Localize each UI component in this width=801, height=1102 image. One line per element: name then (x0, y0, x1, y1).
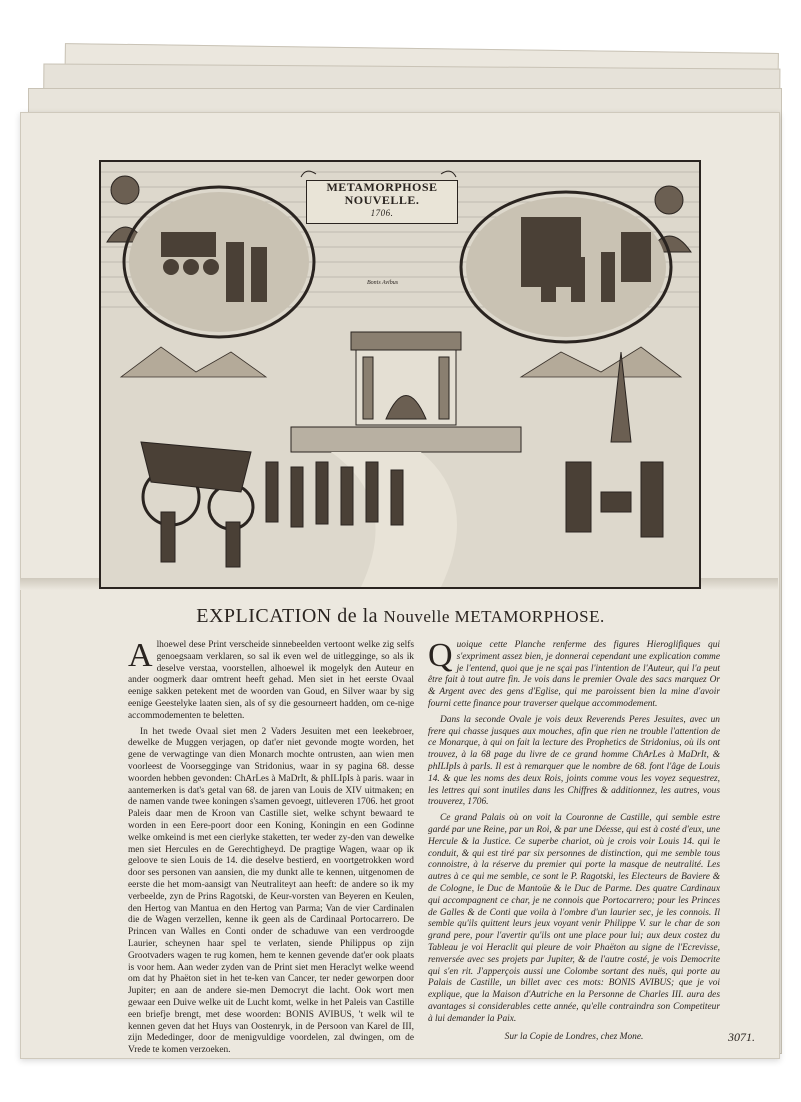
heading-part2: Nouvelle METAMORPHOSE. (383, 607, 605, 626)
text-paragraph (128, 637, 414, 723)
paragraph-text: lhoewel dese Print verscheide sinnebeelden vertoont welke zig selfs genoegsaam verklaren, so sal ik even wel de uitlegginge, so als ik deselve verstaa, voorstellen, alhoewel ik mogelyk den Auteur en ander oogmerk daar omtrent heeft gehad. Men siet in het eerste Ovaal eenige sakken petekent met de woorden van Goud, en Silver waar by sig eenige Geestelyke laaten sien, als of sy die gesourneert hadden, om ce-nige accommodementen te beletten. (128, 640, 414, 721)
text-paragraph: In het twede Ovaal siet men 2 Vaders Jesuiten met een leekebroer, dewelke de Muggen verjagen, op dat'er niet gevonde mogte worden, het gene de verwagtinge van dien Monarch mochte ontrusten, aan wien men voorleest de Voorsegginge van Stridonius, waar in sy pagina 68. desse woorden hebben gevonden: ChArLes à MaDrIt, & phILIpIs à paris. waar in aantemerken is dat's getal van 68. de jaren van Louis de XIV uitmaken; en de namen vande twee koningen s'samen gevoegt, uitleveren 1706. het groot Paleis daar men de Kroon van Castille siet, welke schynt bewaard te worden in een Eere-poort door een Koning, Koningin en een Godinne welke omkeind is met een cierlyke staketten, ter weder zy-den van dewelke men siet Hercules en de Gerechtigheyd. De pragtige Wagen, waar op ik geloove te sien Louis de 14. die deselve bestierd, en voortgetrokken word door ses personen van aansien, die my dunkt alle te kennen, uitgenomen de eerste die het mom-aansigt van Neutraliteyt aan heeft: de andere so ik my verbeelde, zyn de Prins Ragotski, de Keur-vorsten van Beyeren en Keulen, den Hertog van Mantua en den Hertog van Parma; Van de vier Cardinalen die de Wagen verzellen, kenne ik geen als de Cardinaal Portocarrero. De Princen van Walles en Conti onder de schaduwe van een verdroogde Laurier, scheynen haar spel te verlaten, siende Philippus op zijn Grootvaders wagen te rug komen, hem te kennen gevende dat'er ook plaats is voor hem. Aan weder zyden van de Print siet men Heraclyt welke weend om dat hy Phaëton siet in het te-ken van Cancer, ter neder geworpen door Jupiter; en aan de andere sie-men Democryt die lacht. Ook wort men gewaar een Duive welke uit de Lucht komt, welke in het Paleis van Castille een briefje brengt, met dese woorden: BONIS AVIBUS, 't welk wil te kennen geven dat het Huys van Oostenryk, in de Persoon van Karel de III, zijn Mededinger, door de menigvuldige voordelen, zal dwingen, om de Vrede te komen verzoeken. (128, 726, 414, 1056)
heading-part1: EXPLICATION de la (196, 605, 379, 627)
drop-cap: Q (428, 637, 453, 674)
dove-motto: Bonis Avibus (367, 280, 399, 286)
dutch-text-column (128, 637, 414, 1061)
page-heading (0, 605, 801, 628)
paragraph-text: uoique cette Planche renferme des figures Hieroglifiques qui s'expriment assez bien, je donnerai cependant une explication comme je l'entend, quoi que je ne sçai pas l'intention de l'Auteur, qui l'a peut être fait à tout autre fin. Je vois dans le premier Ovale des sacs marquez Or & Argent avec des gens d'Eglise, qui me paroissent bien la mine d'avoir fourni cette finance pour traverser quelque accommodement. (428, 640, 720, 709)
print-title-line2: NOUVELLE. (344, 193, 420, 207)
engraving-illustration (101, 162, 699, 587)
text-paragraph: Ce grand Palais où on voit la Couronne de Castille, qui semble estre gardé par une Reine, par un Roi, & par une Déesse, qui est à costé d'eux, une Hercule & la Justice. Ce superbe chariot, où je crois voir Louis 14. qui le conduit, & qui est tiré par six personnes de distinction, qui me semble tous connoistre, à la réserve du premier qui porte la masque de neutralité. Les autres à ce qui me semble, ce sont le P. Ragotski, les Electeurs de Baviere & de Cologne, le Duc de Mantoüe & le Duc de Parme. Des quatre Cardinaux qui accompagnent ce char, je ne connois que Portocarrero; pour les Princes de Galles & de Conti que voila à l'ombre d'un laurier sec, je les connois. Il semble qu'ils quittent leurs jeux voyant venir Philippe V. sur le char de son grand pere, pour l'avertir qu'ils ont une place pour lui; aux deux costez du Tableau je voi Heraclit qui pleure de voir Phaëton au signe de l'Ecrevisse, renversée avec ses projets par Jupiter, & de l'autre costé, je vois Democrite qui s'en rit. J'apperçois aussi une Colombe sortant des nuës, qui porte au Palais de Castille, un billet avec ces mots: BONIS AVIBUS; que je voi explique, que la Maison d'Autriche en la Personne de Charles III. aura des avantages si considerables cette année, qu'elle contraindra son Competiteur à lui demander la Paix. (428, 813, 720, 1024)
text-paragraph: Dans la seconde Ovale je vois deux Reverends Peres Jesuites, avec un frere qui chasse jusques aux mouches, afin que rien ne trouble l'attention de ce Monarque, à qui on fait la lecture des Prophetics de Stridonius, où ils ont trouvez, à la 68 page du livre de ce grand homme ChArLes à MaDrIt, & phILIpIs à parIs. Il est à remarquer que le nombre de 68. font l'âge de Louis 14. & que les noms des deux Rois, joints comme vous les voyez sequestrez, les lettres qui sont inutiles dans les Chiffres & additionnez, les autres, vous trouverez, 1706. (428, 714, 720, 808)
drop-cap: A (128, 637, 153, 674)
print-title-banner (306, 180, 458, 224)
folio-number: 3071. (728, 1030, 755, 1044)
imprint-line: Sur la Copie de Londres, chez Mone. (504, 1031, 644, 1042)
engraving-plate (99, 160, 701, 589)
text-paragraph (428, 637, 720, 711)
print-title-line1: METAMORPHOSE (326, 180, 438, 194)
print-year: 1706. (370, 208, 394, 218)
french-text-column (428, 637, 720, 1043)
